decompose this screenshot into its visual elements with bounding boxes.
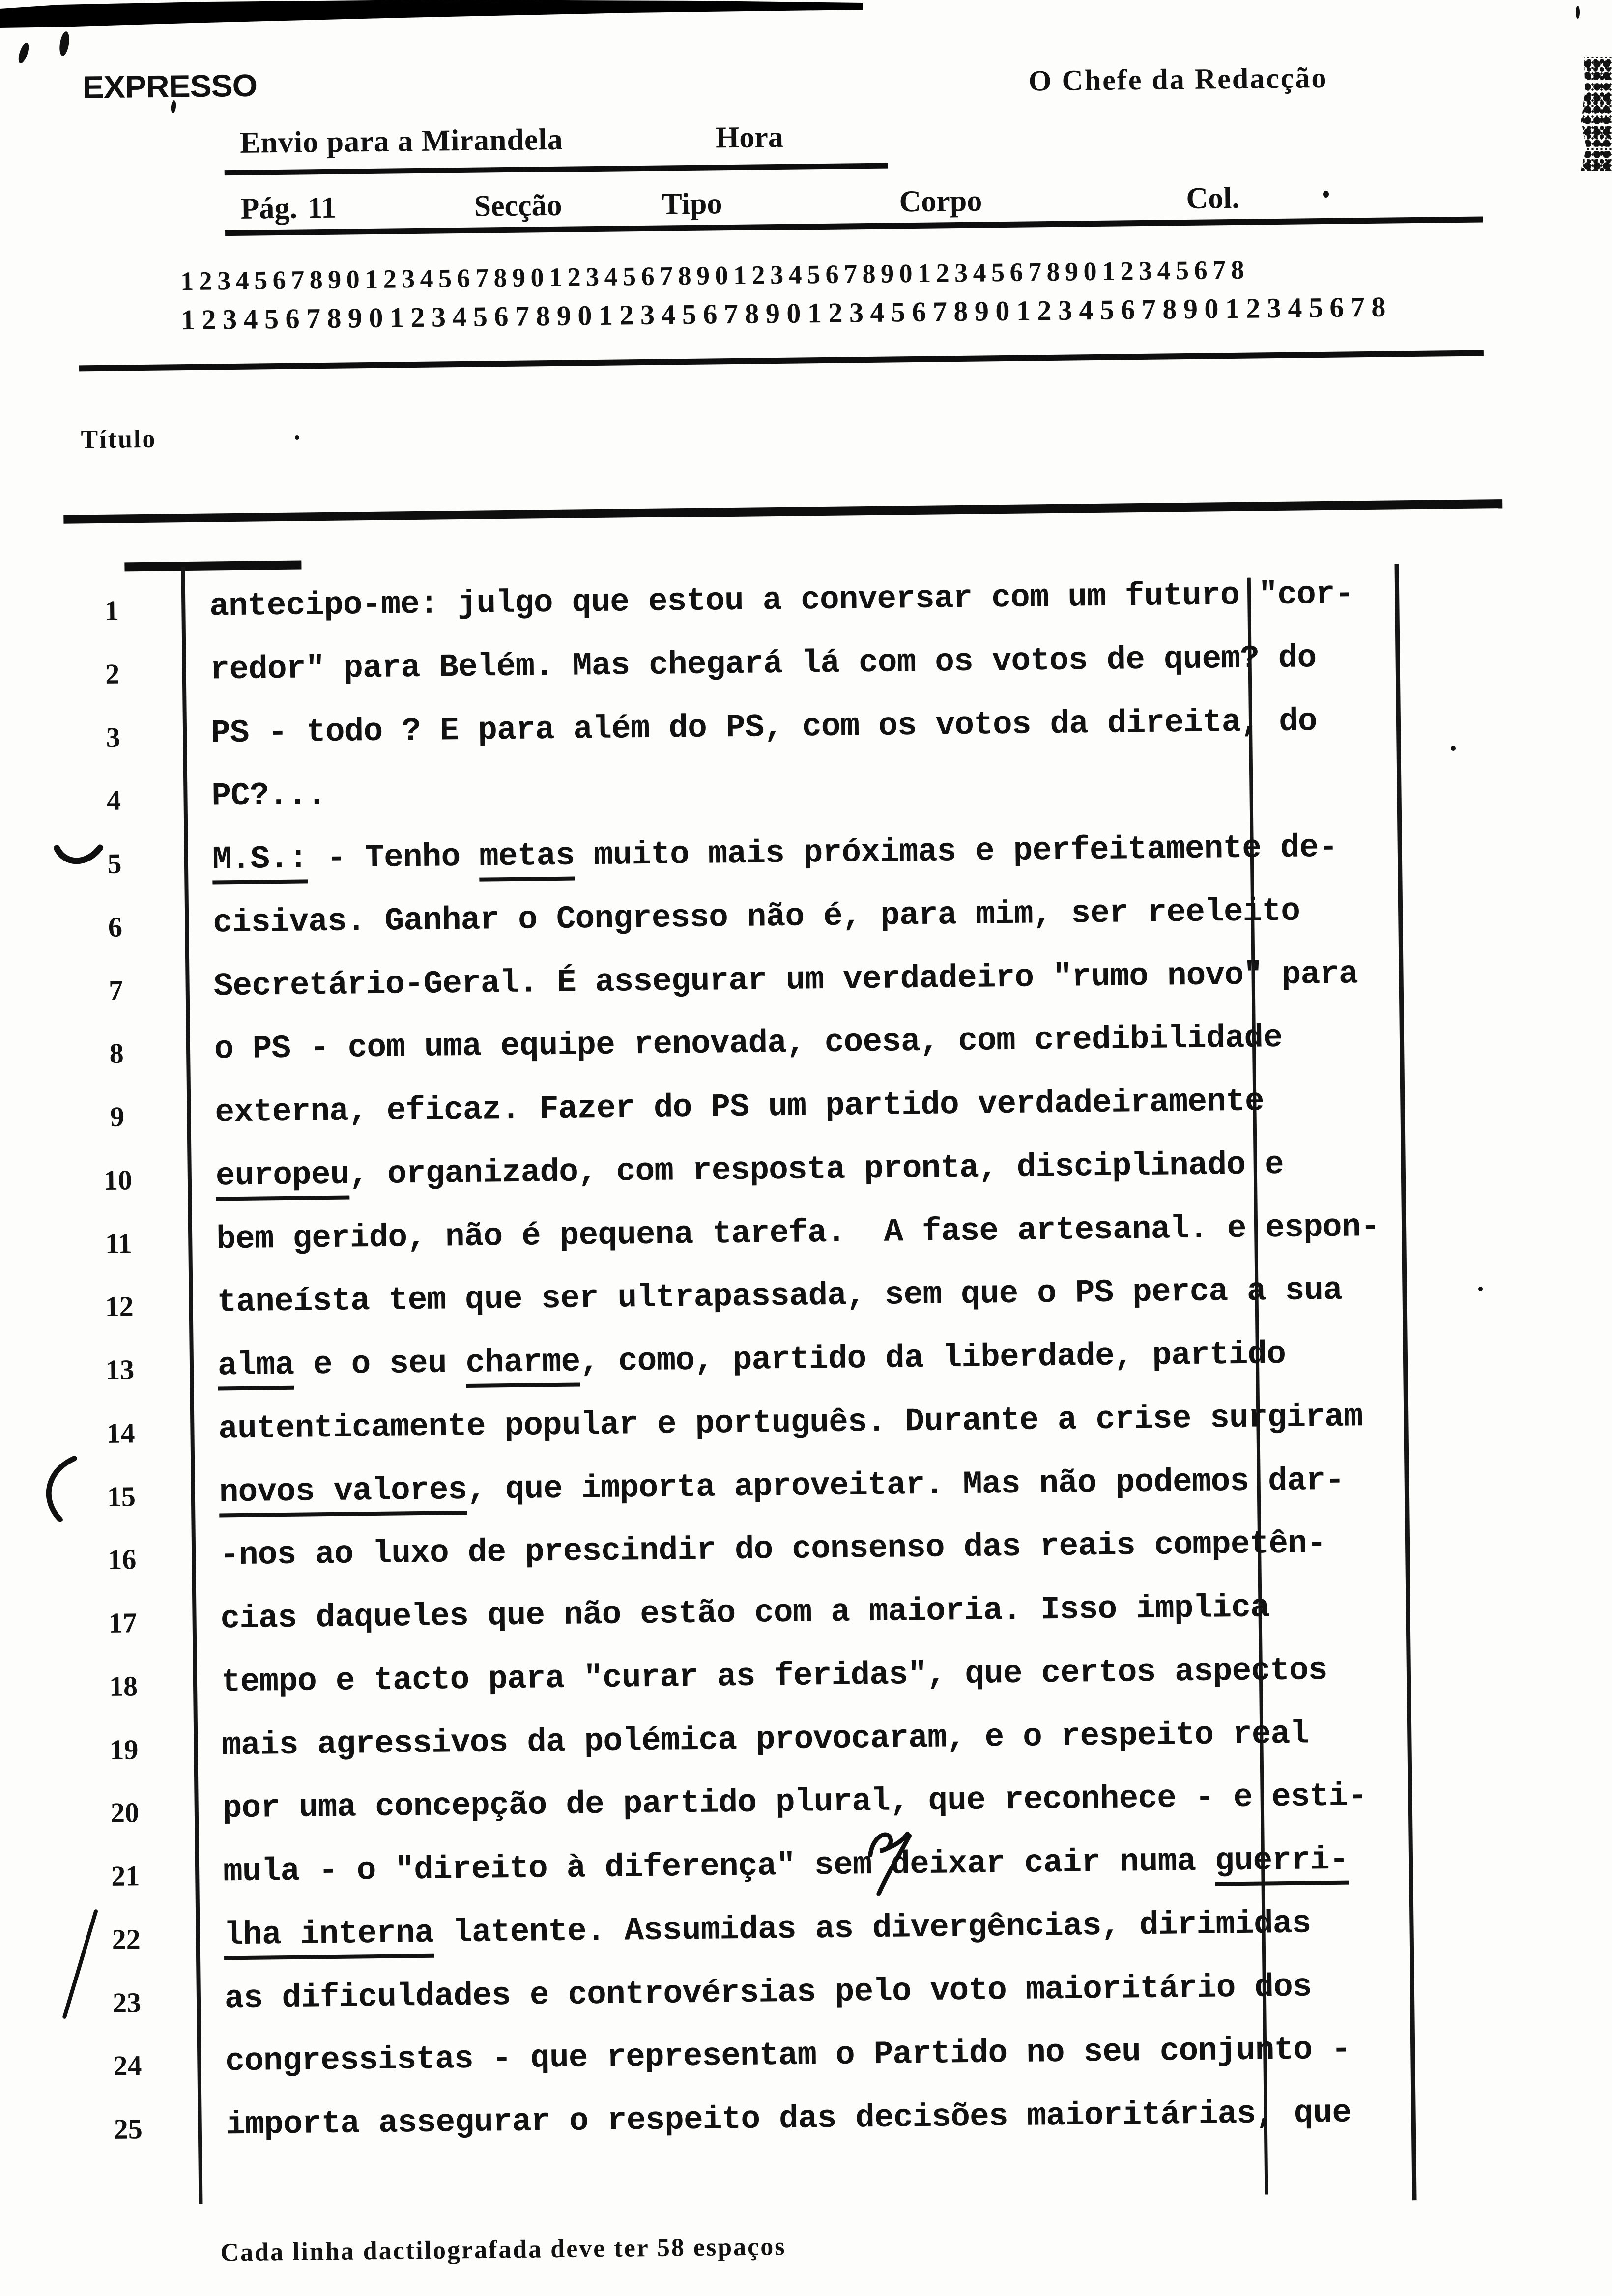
hora-label: Hora bbox=[715, 120, 784, 155]
line-text: as dificuldades e controvérsias pelo voto maioritário dos bbox=[224, 1968, 1312, 2017]
line-number: 23 bbox=[112, 1986, 142, 2019]
title-rule bbox=[63, 499, 1502, 524]
line-number: 24 bbox=[113, 2049, 142, 2082]
page-number-value: 11 bbox=[307, 191, 337, 225]
line-text: antecipo-me: julgo que estou a conversar com um futuro "cor- bbox=[209, 575, 1354, 625]
line-text: novos valores, que importa aproveitar. Mas não podemos dar- bbox=[219, 1462, 1344, 1511]
type-label: Tipo bbox=[662, 187, 722, 221]
manuscript-line-15 bbox=[2, 1460, 1526, 1524]
curved-bracket-mark-line15 bbox=[31, 1454, 86, 1523]
manuscript-line-5 bbox=[0, 827, 1520, 891]
manuscript-line-21 bbox=[7, 1839, 1531, 1903]
line-number: 13 bbox=[105, 1353, 135, 1386]
column-label: Col. bbox=[1186, 181, 1240, 216]
line-number: 7 bbox=[108, 974, 123, 1006]
line-text: bem gerido, não é pequena tarefa. A fase artesanal. e espon- bbox=[216, 1208, 1380, 1258]
manuscript-line-9 bbox=[0, 1080, 1523, 1144]
manuscript-line-18 bbox=[5, 1650, 1529, 1714]
line-text: taneísta tem que ser ultrapassada, sem que o PS perca a sua bbox=[217, 1271, 1343, 1321]
manuscript-line-14 bbox=[2, 1397, 1526, 1461]
line-text: por uma concepção de partido plural, que reconhece - e esti- bbox=[222, 1778, 1367, 1827]
manuscript-line-24 bbox=[9, 2029, 1533, 2093]
line-number: 19 bbox=[110, 1733, 139, 1766]
line-number: 14 bbox=[106, 1417, 135, 1449]
line-number: 10 bbox=[103, 1164, 133, 1196]
line-text: cisivas. Ganhar o Congresso não é, para mim, ser reeleito bbox=[212, 892, 1300, 942]
line-number: 6 bbox=[108, 911, 123, 943]
line-text: cias daqueles que não estão com a maioria. Isso implica bbox=[220, 1589, 1270, 1637]
manuscript-line-19 bbox=[5, 1713, 1529, 1777]
manuscript-line-12 bbox=[0, 1270, 1525, 1334]
body-size-label: Corpo bbox=[899, 184, 982, 219]
line-number: 11 bbox=[105, 1227, 133, 1260]
diagonal-stroke-mark-line21 bbox=[57, 1907, 102, 2021]
manuscript-line-3 bbox=[0, 701, 1519, 765]
line-number: 5 bbox=[107, 847, 122, 880]
line-text: PC?... bbox=[211, 776, 326, 815]
manuscript-line-1 bbox=[0, 574, 1517, 638]
line-number: 15 bbox=[107, 1480, 136, 1513]
line-text: importa assegurar o respeito das decisões maioritárias, que bbox=[226, 2094, 1352, 2144]
line-number: 3 bbox=[106, 721, 121, 753]
line-number: 21 bbox=[111, 1860, 140, 1892]
newspaper-logo: EXPRESSO bbox=[82, 67, 258, 105]
manuscript-line-20 bbox=[6, 1776, 1530, 1840]
line-text: redor" para Belém. Mas chegará lá com os votos de quem? do bbox=[210, 639, 1317, 689]
line-text: mula - o "direito à diferença" sem deixar cair numa guerri- bbox=[223, 1841, 1349, 1891]
character-ruler-row-1: 1234567890123456789012345678901234567890123456789012345678 bbox=[180, 255, 1250, 296]
line-text: -nos ao luxo de prescindir do consenso das reais competên- bbox=[219, 1525, 1326, 1574]
margin-dash bbox=[124, 561, 301, 572]
line-number: 4 bbox=[106, 784, 121, 816]
manuscript-line-16 bbox=[3, 1523, 1527, 1587]
footer-note: Cada linha dactilografada deve ter 58 espaços bbox=[220, 2233, 786, 2267]
manuscript-line-8 bbox=[0, 1017, 1522, 1081]
line-text: congressistas - que representam o Partido no seu conjunto - bbox=[225, 2031, 1351, 2080]
title-label: Título bbox=[81, 425, 157, 454]
manuscript-line-6 bbox=[0, 890, 1521, 954]
line-text: mais agressivos da polémica provocaram, e o respeito real bbox=[221, 1715, 1309, 1764]
form-rule-3 bbox=[79, 350, 1484, 371]
line-text: alma e o seu charme, como, partido da liberdade, partido bbox=[218, 1336, 1286, 1384]
line-text: europeu, organizado, com resposta pronta, disciplinado e bbox=[215, 1146, 1284, 1195]
manuscript-line-4 bbox=[0, 764, 1519, 828]
line-number: 16 bbox=[107, 1543, 137, 1576]
envio-label: Envio para a Mirandela bbox=[239, 122, 563, 160]
line-number: 12 bbox=[105, 1290, 134, 1322]
form-rule-2 bbox=[225, 216, 1483, 236]
line-text: o PS - com uma equipe renovada, coesa, com credibilidade bbox=[214, 1019, 1283, 1068]
manuscript-line-7 bbox=[0, 954, 1521, 1018]
line-text: Secretário-Geral. É assegurar um verdadeiro "rumo novo" para bbox=[213, 955, 1358, 1005]
line-number: 2 bbox=[105, 658, 120, 690]
manuscript-line-25 bbox=[9, 2093, 1533, 2156]
manuscript-line-10 bbox=[0, 1144, 1523, 1207]
line-text: lha interna latente. Assumidas as divergências, dirimidas bbox=[224, 1905, 1311, 1953]
line-text: PS - todo ? E para além do PS, com os votos da direita, do bbox=[210, 703, 1318, 752]
line-number: 20 bbox=[110, 1796, 140, 1829]
line-number: 25 bbox=[114, 2113, 143, 2145]
section-label: Secção bbox=[474, 188, 562, 223]
handwritten-insertion-mark bbox=[864, 1825, 939, 1899]
line-number: 17 bbox=[108, 1607, 138, 1639]
manuscript-line-17 bbox=[4, 1586, 1528, 1650]
curved-tick-mark-line5 bbox=[54, 843, 104, 871]
manuscript-line-23 bbox=[8, 1966, 1532, 2030]
line-number: 18 bbox=[109, 1670, 138, 1702]
character-ruler-row-2: 1234567890123456789012345678901234567890123456789012345678 bbox=[180, 290, 1393, 336]
form-rule-1 bbox=[225, 163, 888, 176]
manuscript-line-13 bbox=[1, 1333, 1526, 1397]
role-title: O Chefe da Redacção bbox=[1028, 61, 1328, 97]
line-number: 1 bbox=[104, 594, 119, 627]
line-number: 9 bbox=[110, 1100, 125, 1133]
line-number: 22 bbox=[112, 1923, 141, 1955]
line-text: tempo e tacto para "curar as feridas", que certos aspectos bbox=[221, 1652, 1328, 1701]
manuscript-line-22 bbox=[7, 1903, 1531, 1967]
line-text: externa, eficaz. Fazer do PS um partido verdadeiramente bbox=[215, 1083, 1265, 1131]
manuscript-line-2 bbox=[0, 637, 1518, 701]
line-text: autenticamente popular e português. Durante a crise surgiram bbox=[218, 1398, 1363, 1448]
manuscript-line-11 bbox=[0, 1207, 1524, 1271]
page-label: Pág. bbox=[240, 191, 298, 226]
line-number: 8 bbox=[109, 1037, 124, 1069]
line-text: M.S.: - Tenho metas muito mais próximas e perfeitamente de- bbox=[212, 829, 1337, 878]
